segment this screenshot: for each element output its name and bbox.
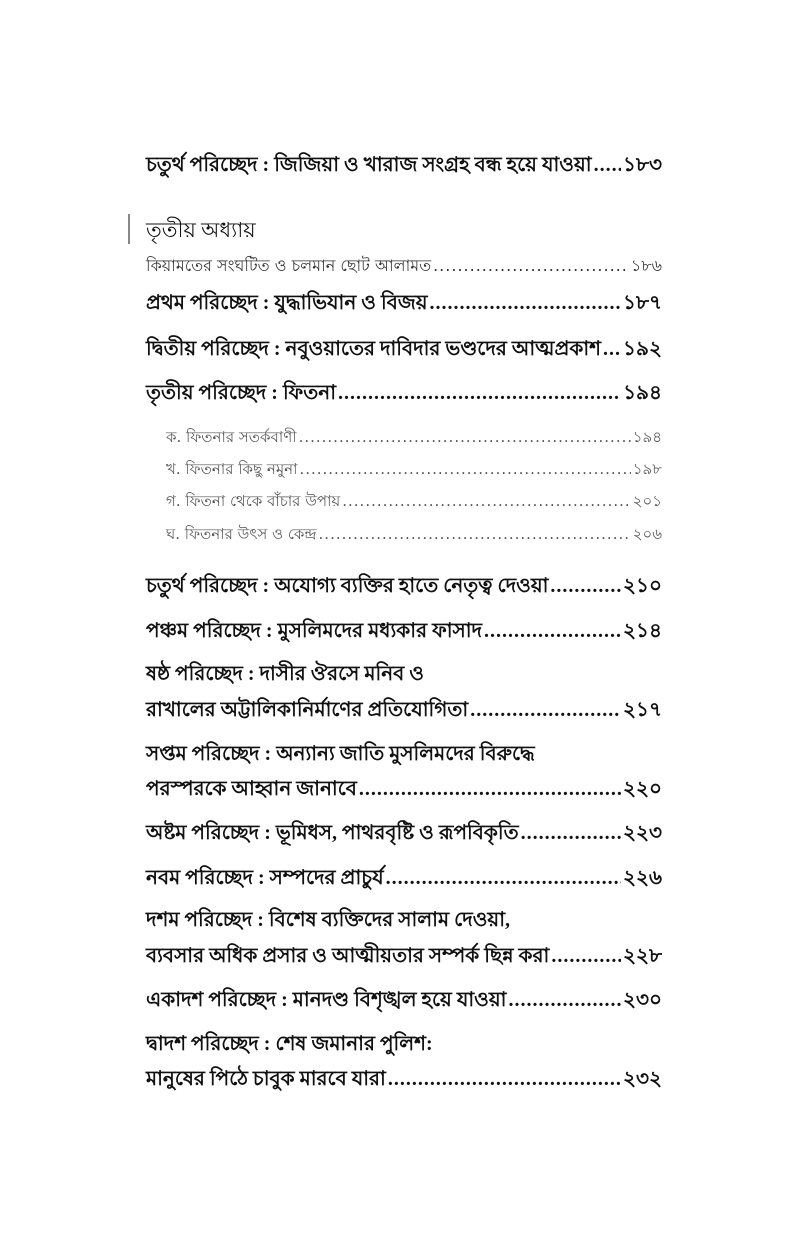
toc-subentry-title: খ. ফিতনার কিছু নমুনা [166,460,298,478]
toc-subentry [166,426,662,451]
section-marker [128,214,130,244]
toc-entry-page: ২৩২ [622,1068,662,1090]
toc-entry-title: পরস্পরকে আহ্বান জানাবে [146,778,357,800]
toc-entry-page: ২২০ [622,778,662,800]
leader-dots [319,525,631,543]
toc-entry-page: ২১০ [623,575,662,597]
leader-dots [338,382,621,405]
toc-subentry-page: ২০১ [632,492,662,510]
toc-entry [146,150,662,183]
toc-subentry-page: ২০৬ [632,525,662,543]
toc-entry-title: চতুর্থ পরিচ্ছেদ : অযোগ্য ব্যক্তির হাতে নেতৃত্ব দেওয়া [146,575,549,597]
leader-dots [551,945,621,968]
toc-entry [146,571,662,604]
leader-dots [521,822,621,845]
section-heading: তৃতীয় অধ্যায় [146,218,256,242]
toc-entry [146,863,662,896]
leader-dots [430,292,621,315]
toc-entry [146,1064,662,1097]
toc-entry-page: ১৮৭ [623,292,662,314]
toc-entry [146,941,662,974]
toc-entry-title: মানুষের পিঠে চাবুক মারবে যারা [146,1068,386,1090]
toc-entry [146,378,662,411]
toc-entry-page: ১৮৩ [623,154,662,176]
toc-entry [146,774,662,807]
toc-entry-page: ১৯২ [623,338,662,360]
toc-entry [146,253,662,280]
toc-entry [146,985,662,1018]
toc-entry-title: অষ্টম পরিচ্ছেদ : ভূমিধস, পাথরবৃষ্টি ও রূপবিকৃতি [146,822,519,844]
toc-subentry [166,458,662,483]
toc-entry-title-line1: দশম পরিচ্ছেদ : বিশেষ ব্যক্তিদের সালাম দেওয়া, [146,909,511,931]
leader-dots [603,338,621,361]
leader-dots [359,778,621,801]
toc-entry-title: প্রথম পরিচ্ছেদ : যুদ্ধাভিযান ও বিজয় [146,292,428,314]
toc-entry [146,695,662,728]
leader-dots [470,699,621,722]
leader-dots [433,256,629,275]
toc-entry-title: দ্বিতীয় পরিচ্ছেদ : নবুওয়াতের দাবিদার ভণ্ডদের আত্মপ্রকাশ [146,338,601,360]
leader-dots [508,989,621,1012]
leader-dots [386,867,621,890]
toc-entry-page: ২৩০ [622,989,662,1011]
toc-entry-title-line1: ষষ্ঠ পরিচ্ছেদ : দাসীর ঔরসে মনিব ও [146,663,425,685]
toc-entry-page: ১৮৬ [630,256,662,275]
leader-dots [484,620,621,643]
leader-dots [299,460,630,478]
toc-entry-title-line1: দ্বাদশ পরিচ্ছেদ : শেষ জমানার পুলিশ: [146,1033,433,1055]
toc-subentry-page: ১৯৪ [632,428,662,446]
toc-entry-title: কিয়ামতের সংঘটিত ও চলমান ছোট আলামত [146,256,432,275]
toc-entry-page: ২১৭ [623,699,662,721]
toc-entry-page: ২১৪ [623,620,662,642]
toc-subentry [166,490,662,515]
toc-entry [146,334,662,367]
toc-entry-title: ব্যবসার অধিক প্রসার ও আত্মীয়তার সম্পর্ক ছিন্ন করা [146,945,550,967]
toc-entry [146,288,662,321]
leader-dots [388,1068,621,1091]
toc-entry-page: ১৯৪ [623,382,662,404]
leader-dots [550,575,621,598]
leader-dots [342,492,631,510]
toc-subentry [166,523,662,548]
toc-subentry-title: ক. ফিতনার সতর্কবাণী [166,428,297,446]
toc-entry-title: তৃতীয় পরিচ্ছেদ : ফিতনা [146,382,337,404]
toc-entry [146,616,662,649]
toc-entry-title: চতুর্থ পরিচ্ছেদ : জিজিয়া ও খারাজ সংগ্রহ বন্ধ হয়ে যাওয়া [146,154,592,176]
toc-entry-page: ২২৮ [623,945,662,967]
toc-entry [146,818,662,851]
toc-entry-title: একাদশ পরিচ্ছেদ : মানদণ্ড বিশৃঙ্খল হয়ে যাওয়া [146,989,507,1011]
toc-entry-page: ২২৬ [622,867,662,889]
toc-entry-title: রাখালের অট্টালিকানির্মাণের প্রতিযোগিতা [146,699,469,721]
toc-subentry-title: ঘ. ফিতনার উৎস ও কেন্দ্র [166,525,317,543]
toc-subentry-page: ১৯৮ [632,460,662,478]
toc-subentry-title: গ. ফিতনা থেকে বাঁচার উপায় [166,492,341,510]
toc-entry-page: ২২৩ [622,822,662,844]
toc-entry-title: নবম পরিচ্ছেদ : সম্পদের প্রাচুর্য [146,867,384,889]
toc-entry-title-line1: সপ্তম পরিচ্ছেদ : অন্যান্য জাতি মুসলিমদের বিরুদ্ধে [146,743,535,765]
leader-dots [594,154,621,177]
toc-entry-title: পঞ্চম পরিচ্ছেদ : মুসলিমদের মধ্যকার ফাসাদ [146,620,483,642]
leader-dots [299,428,631,446]
